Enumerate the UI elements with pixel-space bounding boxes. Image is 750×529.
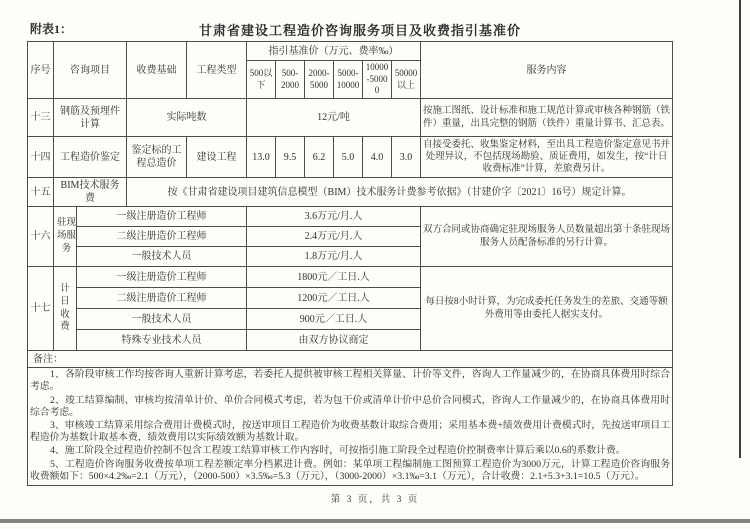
row14-service: 自接受委托、收集鉴定材料，至出具工程造价鉴定意见书并处理异议，不包括现场勘验、质证费用，如发生，按“计日收费标准”计算，差旅费另计。 xyxy=(421,137,673,178)
row14-project: 工程造价鉴定 xyxy=(54,137,127,178)
price-range-1: 500以下 xyxy=(247,61,276,99)
row14-type: 建设工程 xyxy=(187,137,247,178)
table-row-16-sub1 xyxy=(28,207,673,227)
row13-project: 钢筋及预埋件计算 xyxy=(54,99,127,137)
row16-service: 双方合同或协商确定驻现场服务人员数量超出第十条驻现场服务人员配备标准的另行计算。 xyxy=(421,207,673,267)
row16-item1-label: 一级注册造价工程师 xyxy=(77,207,247,227)
scan-edge-bottom xyxy=(0,519,750,523)
page-number: 第 3 页，共 3 页 xyxy=(330,495,420,505)
row17-service: 每日按8小时计算，为完成委托任务发生的差旅、交通等额外费用等由委托人据实支付。 xyxy=(421,267,673,351)
col-header-project: 咨询项目 xyxy=(54,42,127,99)
notes-label-row xyxy=(28,351,673,368)
row15-content: 按《甘肃省建设项目建筑信息模型（BIM）技术服务计费参考依据》（甘建价字〔2021〕16号）规定计算。 xyxy=(127,178,673,207)
row14-no: 十四 xyxy=(28,137,54,178)
note-item-1: 1、各阶段审核工作均按咨询人重新计算考虑，若委托人提供被审核工程相关算量、计价等文件，咨询人工作量减少的，在协商具体费用时综合考虑。 xyxy=(30,369,670,393)
table-row-14 xyxy=(28,137,673,178)
row13-basis: 实际吨数 xyxy=(127,99,247,137)
row17-group xyxy=(54,267,77,351)
table-row-17-sub1 xyxy=(28,267,673,288)
row16-item1-value: 3.6万元/月.人 xyxy=(247,207,421,227)
notes-label: 备注： xyxy=(28,351,673,368)
price-range-5: 10000-50000 xyxy=(363,61,392,99)
row15-project: BIM技术服务费 xyxy=(54,178,127,207)
col-header-basis: 收费基础 xyxy=(127,42,187,99)
note-item-5: 5、工程造价咨询服务收费按单项工程差额定率分档累进计费。例如：某单项工程编制施工图预算工程造价为3000万元，计算工程造价咨询服务收费额如下：500×4.2‰=2.1（万元），（2000-500）×3.5‰=5.3（万元），（3000-2000）×3.1‰=3.1（万元），合计收费：2.1+5.3+3.1=10.5（万元）。 xyxy=(30,458,670,482)
row16-item3-value: 1.8万元/月.人 xyxy=(247,247,421,267)
table-row-15 xyxy=(28,178,673,207)
row14-price-5: 4.0 xyxy=(363,137,392,178)
notes-body xyxy=(28,368,673,486)
note-item-3: 3、审核竣工结算采用综合费用计费模式时，按送审项目工程造价为收费基数计取综合费用；采用基本费+绩效费用计费模式时，先按送审项目工程造价为基数计取基本费，绩效费用以实际绩效额为基数计取。 xyxy=(30,420,670,444)
row17-group-label: 计日收费 xyxy=(60,283,70,333)
row14-basis: 鉴定标的工程总造价 xyxy=(127,137,187,178)
row16-no: 十六 xyxy=(28,207,54,267)
note-item-2: 2、竣工结算编制、审核均按清单计价、单价合同模式考虑，若为包干价或清单计价中总价合同模式，咨询人工作量减少的，在协商具体费用时综合考虑。 xyxy=(30,394,670,418)
row14-price-3: 6.2 xyxy=(305,137,334,178)
row15-no: 十五 xyxy=(28,178,54,207)
row16-group xyxy=(54,207,77,267)
row13-service: 按施工图纸、设计标准和施工规范计算或审核各种钢筋（铁件）重量，出具完整的钢筋（铁件）重量计算书、汇总表。 xyxy=(421,99,673,137)
row16-group-label: 驻现场服务 xyxy=(56,218,76,254)
row17-item3-value: 900元／工日.人 xyxy=(247,309,421,330)
row14-price-1: 13.0 xyxy=(247,137,276,178)
scan-edge-right xyxy=(739,0,741,458)
table-row-13 xyxy=(28,99,673,137)
price-range-6: 50000以上 xyxy=(392,61,421,99)
row17-item4-label: 特殊专业技术人员 xyxy=(77,330,247,351)
row17-item2-value: 1200元／工日.人 xyxy=(247,288,421,309)
row17-no: 十七 xyxy=(28,267,54,351)
annex-label: 附表1： xyxy=(30,22,73,36)
row16-item2-label: 二级注册造价工程师 xyxy=(77,227,247,247)
col-header-service: 服务内容 xyxy=(421,42,673,99)
row14-price-4: 5.0 xyxy=(334,137,363,178)
price-range-4: 5000-10000 xyxy=(334,61,363,99)
col-header-type: 工程类型 xyxy=(187,42,247,99)
price-range-3: 2000-5000 xyxy=(305,61,334,99)
row14-price-6: 3.0 xyxy=(392,137,421,178)
col-header-no: 序号 xyxy=(28,42,54,99)
notes-row xyxy=(28,368,673,486)
header-row-1 xyxy=(28,42,673,61)
page-title: 甘肃省建设工程造价咨询服务项目及收费指引基准价 xyxy=(198,23,521,38)
row17-item4-value: 由双方协议商定 xyxy=(247,330,421,351)
row16-item3-label: 一般技术人员 xyxy=(77,247,247,267)
price-range-2: 500-2000 xyxy=(276,61,305,99)
row17-item1-value: 1800元／工日.人 xyxy=(247,267,421,288)
row13-price: 12元/吨 xyxy=(247,99,421,137)
row17-item2-label: 二级注册造价工程师 xyxy=(77,288,247,309)
row16-item2-value: 2.4万元/月.人 xyxy=(247,227,421,247)
note-item-4: 4、施工阶段全过程造价控制不包含工程竣工结算审核工作内容时，可按指引施工阶段全过程造价控制费率计算后乘以0.6的系数计费。 xyxy=(50,445,626,457)
row13-no: 十三 xyxy=(28,99,54,137)
row14-price-2: 9.5 xyxy=(276,137,305,178)
row17-item1-label: 一级注册造价工程师 xyxy=(77,267,247,288)
fee-guideline-table xyxy=(27,41,673,486)
col-header-price-group: 指引基准价（万元、费率‰） xyxy=(247,42,421,61)
row17-item3-label: 一般技术人员 xyxy=(77,309,247,330)
